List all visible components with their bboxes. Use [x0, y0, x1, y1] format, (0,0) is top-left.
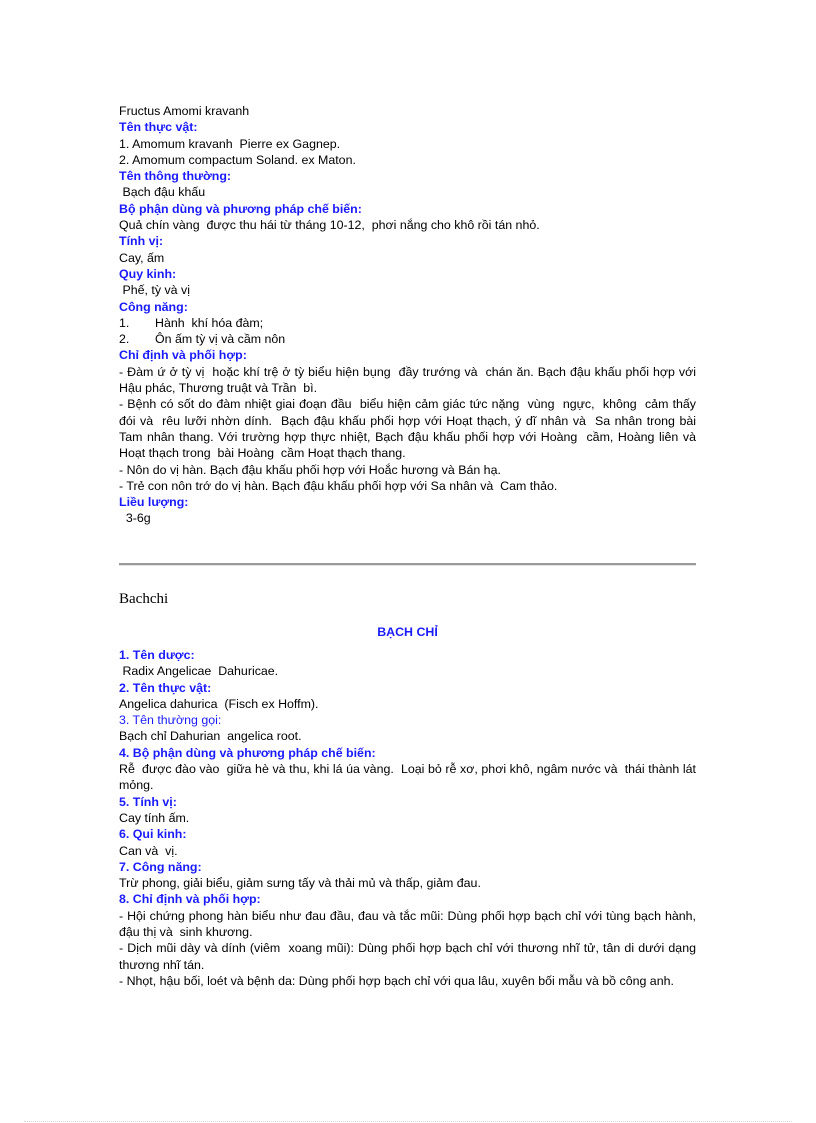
heading-drug-name: 1. Tên dược:: [119, 648, 195, 662]
part-used-text: Quả chín vàng được thu hái từ tháng 10-12, phơi nắng cho khô rồi tán nhỏ.: [119, 218, 540, 233]
taste-text: Cay tính ấm.: [119, 810, 190, 825]
function-item: [119, 315, 696, 331]
part-used-text: Rễ được đào vào giữa hè và thu, khi lá úa vàng. Loại bỏ rễ xơ, phơi khô, ngâm nước và thái thành lát mỏng.: [119, 762, 700, 793]
common-name-text: Bạch chỉ Dahurian angelica root.: [119, 729, 302, 744]
indication-paragraph: - Bệnh có sốt do đàm nhiệt giai đoạn đầu biểu hiện cảm giác tức nặng vùng ngực, không cảm thấy đói và rêu lưỡi nhờn dính. Bạch đậu khấu phối hợp với Hoạt thạch, ý dĩ nhân và Sa nhân trong bài Tam nhân thang. Với trường hợp thực nhiệt, Bạch đậu khấu phối hợp với Hoàng cầm, Hoàng liên và Hoạt thạch trong bài Hoàng cầm Hoạt thạch thang.: [119, 397, 703, 461]
function-item: [119, 331, 696, 347]
indication-paragraph: - Dịch mũi dày và dính (viêm xoang mũi): Dùng phối hợp bạch chỉ với thương nhĩ tử, tân di dưới dạng thương nhĩ tán.: [119, 941, 700, 972]
page-bottom-border: [24, 1121, 792, 1122]
heading-common-name: 3. Tên thường gọi:: [119, 713, 222, 728]
file-title: Bachchi: [119, 591, 169, 607]
indication-paragraph: - Hội chứng phong hàn biểu như đau đầu, đau và tắc mũi: Dùng phối hợp bạch chỉ với tùng bạch hành, đậu thị và sinh khương.: [119, 908, 700, 940]
drug-name-text: Radix Angelicae Dahuricae.: [119, 664, 279, 679]
heading-part-used: Bộ phận dùng và phương pháp chế biến:: [119, 201, 362, 216]
channel-text: Can và vị.: [119, 843, 178, 858]
heading-indication: Chỉ định và phối hợp:: [119, 348, 247, 363]
function-text: Trừ phong, giải biểu, giảm sưng tấy và thải mủ và thấp, giảm đau.: [119, 876, 481, 891]
plant-name-2: 2. Amomum compactum Soland. ex Maton.: [119, 152, 356, 167]
plant-name-text: Angelica dahurica (Fisch ex Hoffm).: [119, 696, 319, 711]
heading-channel: 6. Qui kinh:: [119, 827, 187, 842]
heading-part-used: 4. Bộ phận dùng và phương pháp chế biến:: [119, 745, 376, 760]
common-name: Bạch đậu khấu: [119, 185, 206, 200]
heading-taste: Tính vị:: [119, 234, 164, 249]
channel-text: Phế, tỳ và vị: [119, 283, 190, 298]
function-item-text: Ôn ấm tỳ vị và cầm nôn: [155, 332, 286, 347]
heading-common-name: Tên thông thường:: [119, 169, 232, 184]
heading-plant-name: Tên thực vật:: [119, 120, 198, 135]
heading-taste: 5. Tính vị:: [119, 794, 177, 809]
entry-bach-dau-khau: [119, 103, 703, 527]
latin-name: Fructus Amomi kravanh: [119, 104, 250, 118]
plant-name-1: 1. Amomum kravanh Pierre ex Gagnep.: [119, 136, 341, 151]
function-item-number: 2.: [119, 332, 130, 347]
indication-paragraph: - Trẻ con nôn trớ do vị hàn. Bạch đậu khấu phối hợp với Sa nhân và Cam thảo.: [119, 478, 558, 493]
taste-text: Cay, ấm: [119, 250, 165, 265]
horizontal-rule: [119, 563, 696, 566]
indication-paragraph: - Đàm ứ ở tỳ vị hoặc khí trệ ở tỳ biểu hiện bụng đầy trướng và chán ăn. Bạch đậu khấu phối hợp với Hậu phác, Thương truật và Trần bì.: [119, 364, 700, 396]
heading-channel: Quy kinh:: [119, 266, 177, 281]
function-item-number: 1.: [119, 315, 130, 330]
entry-heading: BẠCH CHỈ: [377, 625, 438, 639]
heading-indication: 8. Chỉ định và phối hợp:: [119, 892, 261, 907]
heading-plant-name: 2. Tên thực vật:: [119, 680, 212, 695]
heading-function: Công năng:: [119, 299, 188, 314]
indication-paragraph: - Nhọt, hậu bối, loét và bệnh da: Dùng phối hợp bạch chỉ với qua lâu, xuyên bối mẫu và bồ công anh.: [119, 973, 674, 988]
heading-function: 7. Công năng:: [119, 859, 202, 874]
function-item-text: Hành khí hóa đàm;: [155, 315, 264, 330]
indication-paragraph: - Nôn do vị hàn. Bạch đậu khấu phối hợp với Hoắc hương và Bán hạ.: [119, 462, 501, 477]
entry-bach-chi: [119, 590, 700, 989]
heading-dosage: Liều lượng:: [119, 495, 189, 510]
dosage-text: 3-6g: [119, 511, 151, 526]
